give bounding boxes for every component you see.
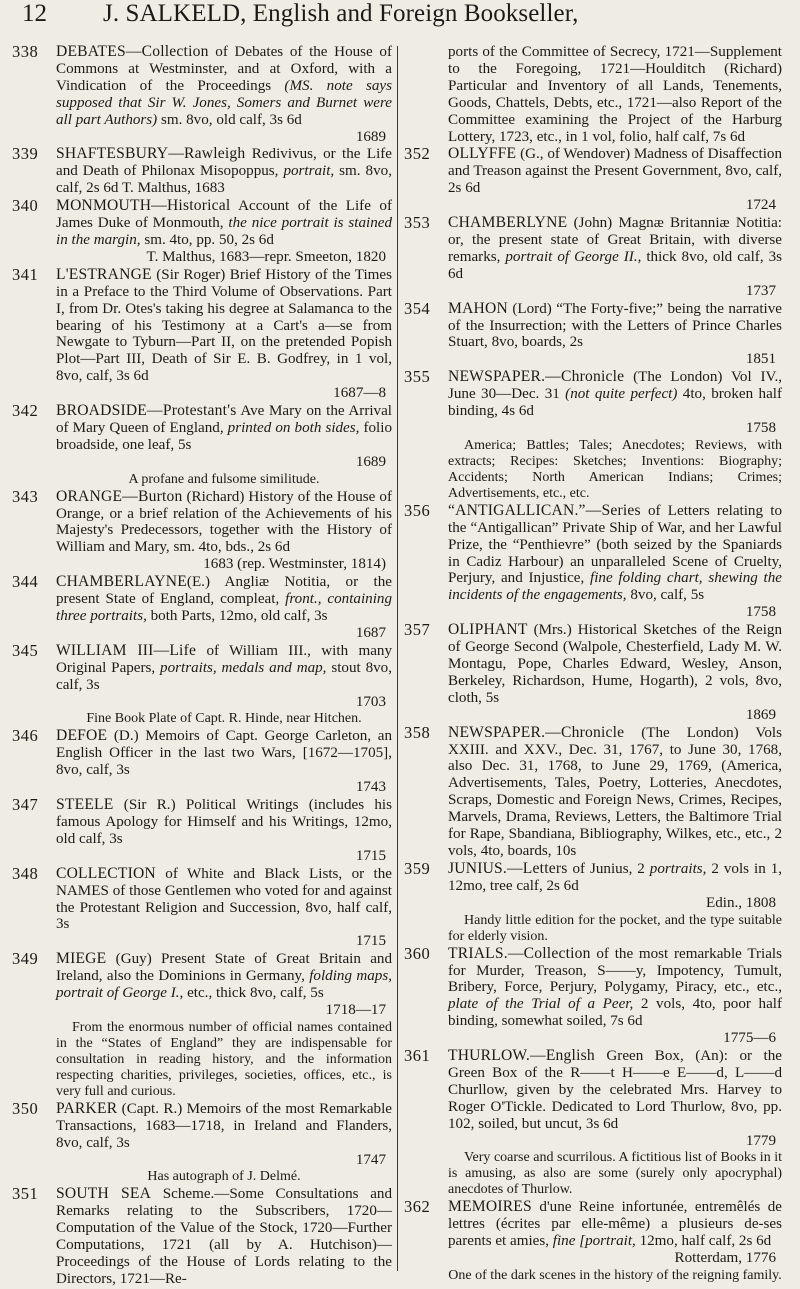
- entry-title: THURLOW.—English: [448, 1047, 595, 1065]
- catalogue-entry: [12, 146, 392, 197]
- entry-body: [56, 1186, 392, 1287]
- entry-date: 1687—8: [333, 385, 386, 402]
- entry-body: [448, 725, 782, 859]
- catalogue-entry: [404, 943, 783, 1047]
- entry-date: 1687: [355, 624, 386, 641]
- entry-title: COLLECTION: [56, 864, 156, 882]
- entry-format-price: 8vo, calf, 5s: [626, 587, 705, 604]
- entry-body: [448, 622, 782, 723]
- entry-note: fine folding chart, shewing the incidents of the engagements,: [448, 570, 782, 604]
- entry-title: JUNIUS.—Letters: [448, 859, 568, 877]
- entry-title: NEWSPAPER.—Chronicle: [448, 723, 625, 741]
- entry-format-price: both Parts, 12mo, old calf, 3s: [146, 608, 328, 624]
- catalogue-entry: [404, 298, 782, 369]
- entry-date: T. Malthus, 1683—repr. Smeeton, 1820: [146, 248, 386, 265]
- entry-body: [56, 643, 392, 711]
- entry-date: 1715: [355, 847, 386, 864]
- entry-title: MONMOUTH—Historical: [56, 197, 231, 215]
- lot-number: 351: [12, 1184, 39, 1204]
- entry-format-price: sm. 4to, pp. 50, 2s 6d: [140, 231, 274, 248]
- lot-number: 350: [12, 1098, 39, 1118]
- lot-number: 346: [12, 726, 39, 746]
- entry-description: Scheme.—Some Consultations and Remarks relating to the Subscribers, 1720—Computation of the Value of the Stock, 1720—Further Computations, 1721 (all by A. Hutchison)—Proceedings of the House of Lords relating to the Directors, 1721—Re-: [56, 1186, 392, 1287]
- lot-number: 358: [404, 722, 431, 742]
- entry-description: (G., of Wendover) Madness of Disaffection and Treason against the Present Government, 8vo, calf, 2s 6d: [448, 146, 782, 197]
- entry-title: MIEGE: [56, 950, 107, 968]
- entry-note: (not quite perfect): [559, 386, 678, 403]
- entry-description: of White and Black Lists, or the NAMES of those Gentlemen who voted for and against the Protestant Religion and Succession, 8vo, half calf, 3s: [56, 865, 392, 933]
- entry-description: (E.) Angliæ Notitia, or the present State of England, compleat,: [56, 574, 392, 608]
- entry-description: of the most remarkable Trials for Murder, Treason, S——y, Impotency, Tumult, Bribery, Force, Perjury, Polygamy, Piracy, etc., etc.,: [448, 945, 782, 996]
- entry-note: portraits, medals and map,: [155, 659, 327, 676]
- catalogue-entry: [404, 146, 782, 214]
- entry-date: 1724: [745, 197, 776, 214]
- running-title: J. SALKELD, English and Foreign Bookseller,: [103, 0, 579, 27]
- catalogue-entry: [404, 369, 782, 437]
- entry-note: (MS. note says supposed that Sir W. Jones, Somers and Burnet were all part Authors): [56, 77, 392, 128]
- lot-number: 356: [404, 500, 431, 520]
- entry-title: PARKER: [56, 1099, 118, 1117]
- entry-title: DEBATES—Collection: [56, 43, 209, 60]
- entry-date: 1683 (rep. Westminster, 1814): [203, 556, 386, 573]
- entry-date: 1869: [745, 706, 776, 723]
- entry-date: 1747: [355, 1151, 386, 1168]
- entry-subnote: America; Battles; Tales; Anecdotes; Reviews, with extracts; Recipes: Sketches; Inventions: Biography; Accidents; North American Indians; Crimes; Advertisements, etc., etc.: [448, 437, 782, 501]
- entry-body: [56, 44, 392, 145]
- entry-description: (Mrs.) Historical Sketches of the Reign of George Second (Walpole, Chesterfield, Lady M. W. Montagu, Pope, Charles Edward, Wesley, Anson, Berkeley, Richardson, Hume, Hogarth), 2 vols, 8vo, cloth, 5s: [448, 622, 782, 706]
- entry-date: 1743: [355, 779, 386, 796]
- entry-subnote: One of the dark scenes in the history of the reigning family.: [448, 1268, 782, 1284]
- entry-body: [56, 1101, 392, 1169]
- entry-date: 1758: [745, 419, 776, 436]
- catalogue-entry: [12, 403, 392, 471]
- entry-title: WILLIAM III—Life: [56, 641, 197, 659]
- catalogue-entry: [404, 722, 782, 860]
- entry-title: DEFOE: [56, 727, 108, 745]
- entry-date: 1718—17: [325, 1001, 386, 1018]
- entry-description: Account of the Life of James Duke of Monmouth,: [56, 198, 392, 232]
- entry-body: [56, 267, 392, 402]
- entry-note: plate of the Trial of a Peer,: [448, 996, 634, 1013]
- entry-title: BROADSIDE—Protestant's: [56, 402, 237, 420]
- entry-subnote: Very coarse and scurrilous. A fictitious list of Books in it is amusing, as also are some (surely only apocryphal) anecdotes of Thurlow.: [448, 1150, 782, 1198]
- entry-format-price: stout 8vo, calf, 3s: [56, 659, 392, 693]
- catalogue-entry: [12, 863, 392, 951]
- entry-date: 1689: [355, 453, 386, 470]
- entry-format-price: etc., thick 8vo, calf, 5s: [183, 985, 324, 1002]
- entry-date: 1758: [745, 604, 776, 621]
- entry-date: 1775—6: [723, 1030, 776, 1047]
- lot-number: 343: [12, 486, 39, 506]
- lot-number: 341: [12, 264, 39, 284]
- entry-description: ports of the Committee of Secrecy, 1721—Supplement to the Foregoing, 1721—Houlditch (Richard) Particular and Inventory of all Lands, Tenements, Goods, Chattels, Debts, etc., 1721—also Report of the Committee examining the Project of the Harburg Lottery, 1723, etc., in 1 vol, folio, half calf, 7s 6d: [448, 44, 782, 145]
- entry-body: [448, 146, 782, 214]
- entry-description: (Sir Roger) Brief History of the Times in a Preface to the Third Volume of Observations. Part I, from Dr. Otes's taking his degree at Salamanca to the bearing of his Testimony at a Cart's a—se from Newgate to Tyburn—Part II, on the pretended Popish Plot—Part III, Death of Sir E. B. Godfrey, in 1 vol, 8vo, calf, 3s 6d: [56, 266, 392, 385]
- entry-description: (D.) Memoirs of Capt. George Carleton, an English Officer in the last two Wars, [1672—1705], 8vo, calf, 3s: [56, 728, 392, 779]
- entry-note: printed on both sides,: [223, 419, 360, 436]
- entry-body: [448, 44, 782, 145]
- entry-date: 1703: [355, 693, 386, 710]
- entry-date: 1689: [355, 128, 386, 145]
- entry-description: Green Box, (An): or the Green Box of the R——t H——e E——d, L——d Churllow, given by the celebrated Mrs. Harvey to Roger O'Tickle. Dedicated to Lord Thurlow, 8vo, pp. 102, soiled, but uncut, 3s 6d: [448, 1048, 782, 1132]
- entry-format-price: 2 vols, 4to, poor half binding, somewhat soiled, 7s 6d: [448, 996, 783, 1030]
- entry-title: NEWSPAPER.—Chronicle: [448, 368, 625, 386]
- catalogue-entry: [12, 728, 392, 796]
- catalogue-entry: [12, 1098, 392, 1169]
- entry-title: MAHON: [448, 299, 508, 317]
- entry-body: [448, 503, 782, 621]
- entry-date: Rotterdam, 1776: [674, 1250, 776, 1267]
- lot-number: 357: [404, 620, 431, 640]
- entry-date: 1851: [745, 351, 776, 368]
- entry-format-price: 12mo, half calf, 2s 6d: [635, 1233, 772, 1250]
- entry-description: (The London) Vols XXIII. and XXV., Dec. 31, 1767, to June 30, 1768, also Dec. 31, 1768, to June 29, 1769, (America, Advertisements, Tales, Poetry, Lotteries, Anecdotes, Scraps, Domestic and Foreign News, Crimes, Recipes, Marvels, Drama, Reviews, Letters, the Baltimore Trial for Rape, Sbandiana, Bibliography, Wilkes, etc., etc., 2 vols, 4to, boards, 10s: [448, 724, 782, 859]
- column-divider: [397, 46, 398, 1271]
- entry-date: Edin., 1808: [705, 894, 776, 911]
- entry-note: front., containing three portraits,: [56, 591, 392, 624]
- entry-description: Ave Mary on the Arrival of Mary Queen of England,: [56, 403, 392, 436]
- right-column: [404, 44, 782, 1285]
- lot-number: 344: [12, 572, 39, 592]
- entry-title: OLLYFFE: [448, 145, 517, 163]
- entry-title: TRIALS.—Collection: [448, 944, 591, 962]
- left-column: [12, 44, 392, 1289]
- catalogue-entry: [12, 264, 392, 402]
- entry-body: [56, 574, 392, 642]
- lot-number: 338: [12, 42, 39, 61]
- catalogue-entry: [12, 198, 392, 266]
- entry-title: SOUTH SEA: [56, 1185, 152, 1203]
- entry-title: “ANTIGALLICAN.”—Series: [448, 501, 641, 519]
- entry-body: [56, 198, 392, 266]
- lot-number: 359: [404, 858, 431, 878]
- entry-title: CHAMBERLAYNE: [56, 573, 187, 591]
- entry-description: (Guy) Present State of Great Britain and Ireland, also the Dominions in Germany,: [56, 951, 392, 985]
- entry-format-price: sm. 8vo, calf, 2s 6d T. Malthus, 1683: [56, 163, 392, 197]
- catalogue-entry: [404, 1199, 782, 1267]
- entry-description: (Richard) History of the House of Orange, or a brief relation of the Achievements of his Majesty's Predecessors, together with the History of William and Mary, sm. 4to, bds., 2s 6d: [56, 488, 392, 556]
- entry-subnote: Fine Book Plate of Capt. R. Hinde, near Hitchen.: [86, 711, 362, 727]
- catalogue-entry: [404, 622, 782, 723]
- entry-body: [56, 489, 392, 574]
- entry-description: (Sir R.) Political Writings (includes his famous Apology for Himself and his Writings, 12mo, old calf, 3s: [56, 797, 392, 847]
- entry-note: folding maps, portrait of George I.,: [56, 968, 392, 1002]
- lot-number: 340: [12, 196, 39, 216]
- entry-description: (The London) Vol IV., June 30—Dec. 31: [448, 369, 782, 403]
- entry-body: [56, 728, 392, 796]
- page-number: 12: [22, 0, 47, 27]
- catalogue-entry: [404, 858, 783, 912]
- entry-description: of William III., with many Original Papers,: [56, 642, 392, 676]
- entry-description: (Capt. R.) Memoirs of the most Remarkable Transactions, 1683—1718, in Ireland and Flanders, 8vo, calf, 3s: [56, 1100, 392, 1151]
- entry-body: [448, 1199, 782, 1267]
- entry-body: [448, 369, 782, 437]
- catalogue-entry: [12, 44, 392, 145]
- entry-description: Redivivus, or the Life and Death of Philonax Misopoppus,: [56, 146, 392, 180]
- entry-title: ORANGE—Burton: [56, 487, 183, 505]
- lot-number: 352: [404, 144, 431, 164]
- entry-format-price: sm. 8vo, old calf, 3s 6d: [157, 111, 302, 128]
- entry-description: of Debates of the House of Commons at Westminster, and at Oxford, with a Vindication of the Proceedings: [56, 44, 392, 94]
- entry-format-price: 2 vols in 1, 12mo, tree calf, 2s 6d: [448, 860, 783, 894]
- entry-title: OLIPHANT: [448, 621, 528, 639]
- catalogue-entry: [12, 797, 392, 865]
- lot-number: 345: [12, 640, 39, 660]
- entry-description: of Letters relating to the “Antigallican” Private Ship of War, and her Lawful Prize, the “Penthievre” (both seized by the Spaniards in Cadiz Harbour) an unparalleled Scene of Cruelty, Perjury, and Injustice,: [448, 502, 782, 587]
- entry-note: portrait of George II.,: [500, 248, 642, 265]
- lot-number: 354: [404, 298, 431, 318]
- entry-body: [56, 866, 392, 951]
- entry-body: [448, 946, 782, 1047]
- entry-description: (John) Magnæ Britanniæ Notitia: or, the present state of Great Britain, with diverse remarks,: [448, 215, 782, 265]
- entry-title: SHAFTESBURY—Rawleigh: [56, 145, 246, 163]
- lot-number: 349: [12, 949, 39, 969]
- lot-number: 353: [404, 213, 431, 233]
- entry-subnote: A profane and fulsome similitude.: [128, 471, 320, 487]
- entry-format-price: 4to, broken half binding, 4s 6d: [448, 386, 782, 420]
- entry-body: [448, 861, 782, 912]
- catalogue-entry: [404, 1048, 782, 1149]
- entry-subnote: Handy little edition for the pocket, and the type suitable for elderly vision.: [448, 912, 782, 944]
- entry-date: 1715: [355, 933, 386, 950]
- catalogue-entry: [12, 951, 392, 1019]
- lot-number: 342: [12, 401, 39, 421]
- lot-number: 362: [404, 1197, 431, 1217]
- entry-description: of Junius, 2: [567, 860, 645, 877]
- catalogue-entry: [12, 1186, 392, 1287]
- entry-body: [448, 301, 782, 369]
- catalogue-entry: [12, 640, 392, 711]
- entry-description: d'une Reine infortunée, entremêlés de lettres (écrites par elle-même) a plusieurs de-ses parents et amies,: [448, 1199, 782, 1250]
- lot-number: 347: [12, 795, 39, 815]
- catalogue-entry: [404, 215, 782, 300]
- entry-note: fine [portrait,: [549, 1233, 636, 1250]
- entry-title: L'ESTRANGE: [56, 265, 152, 283]
- lot-number: 348: [12, 863, 39, 883]
- entry-subnote: From the enormous number of official names contained in the “States of England” they are indispensable for consultation in reading history, and the information respecting charities, privileges, societies, offices, etc., is very full and curious.: [56, 1019, 392, 1099]
- entry-date: 1737: [745, 282, 776, 299]
- entry-title: CHAMBERLYNE: [448, 214, 568, 232]
- entry-body: [448, 1048, 782, 1149]
- catalogue-entry: [12, 574, 392, 642]
- lot-number: 339: [12, 144, 39, 164]
- entry-title: MEMOIRES: [448, 1198, 532, 1216]
- entry-body: [448, 215, 782, 300]
- entry-body: [56, 146, 392, 196]
- entry-note: portrait,: [278, 163, 335, 180]
- entry-date: 1779: [745, 1132, 776, 1149]
- entry-format-price: folio broadside, one leaf, 5s: [56, 419, 392, 453]
- catalogue-entry: [404, 500, 782, 621]
- lot-number: 360: [404, 943, 431, 963]
- entry-description: (Lord) “The Forty-five;” being the narrative of the Insurrection; with the Letters of Prince Charles Stuart, 8vo, boards, 2s: [448, 300, 782, 351]
- page-header: [22, 0, 782, 40]
- entry-note: portraits,: [644, 860, 707, 877]
- catalogue-entry: [12, 486, 392, 574]
- catalogue-entry: [404, 44, 782, 145]
- lot-number: 355: [404, 367, 431, 387]
- entry-note: the nice portrait is stained in the margin,: [56, 215, 392, 248]
- entry-subnote: Has autograph of J. Delmé.: [147, 1169, 301, 1185]
- entry-body: [56, 403, 392, 471]
- entry-title: STEELE: [56, 796, 114, 814]
- entry-body: [56, 797, 392, 865]
- entry-format-price: thick 8vo, old calf, 3s 6d: [448, 248, 783, 282]
- entry-body: [56, 951, 392, 1019]
- lot-number: 361: [404, 1046, 431, 1066]
